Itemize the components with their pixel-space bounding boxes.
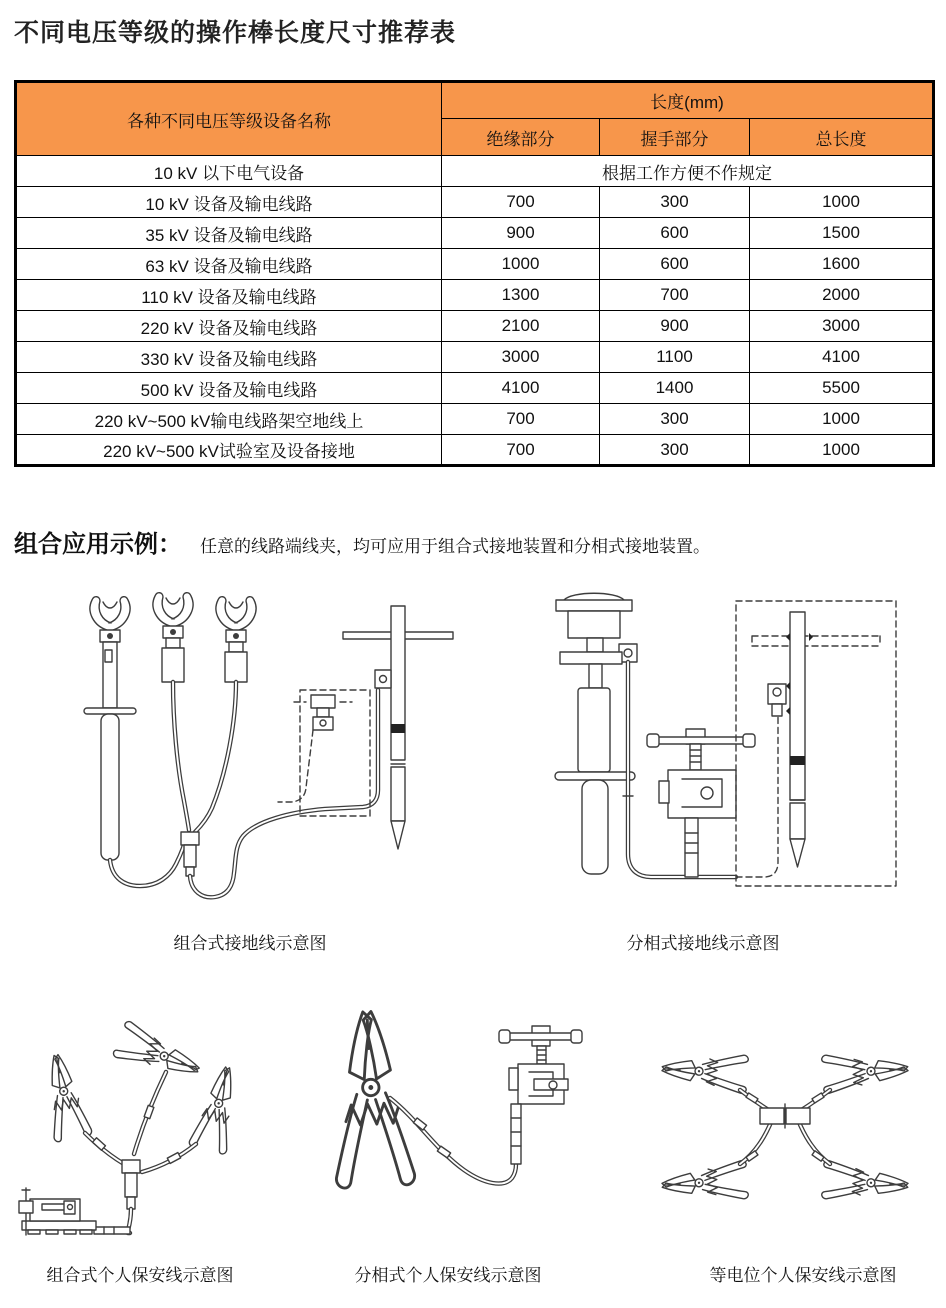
alligator-clip: [328, 1010, 415, 1189]
cell-insulation: 1300: [442, 280, 600, 311]
combined-ground-diagram: [60, 586, 480, 922]
table-row: [16, 280, 934, 311]
caption-combined-ground: 组合式接地线示意图: [173, 934, 327, 953]
cell-grip: 300: [600, 435, 750, 466]
barrel-connector: [760, 1104, 810, 1128]
cell-grip: 300: [600, 187, 750, 218]
cell-grip: 700: [600, 280, 750, 311]
cell-grip: 600: [600, 249, 750, 280]
header-insulation: 绝缘部分: [442, 119, 600, 156]
cell-total: 5500: [750, 373, 934, 404]
equipotential-personal-diagram: [622, 1002, 944, 1244]
cell-total: 3000: [750, 311, 934, 342]
cell-note: 根据工作方便不作规定: [442, 156, 934, 187]
cell-equipment: 10 kV 以下电气设备: [16, 156, 442, 187]
cell-insulation: 2100: [442, 311, 600, 342]
cable: [390, 1098, 516, 1184]
cable: [85, 1072, 196, 1172]
alligator-clip: [661, 1050, 749, 1094]
phase-ground-diagram: [540, 586, 900, 922]
table-row: [16, 404, 934, 435]
header-length-group: 长度(mm): [442, 82, 934, 119]
table-row: [16, 342, 934, 373]
cell-equipment: 500 kV 设备及输电线路: [16, 373, 442, 404]
detail-dashed-box: [278, 690, 370, 816]
header-row-1: [16, 82, 934, 119]
alligator-clip: [821, 1160, 909, 1204]
screw-clamp: [19, 1188, 130, 1235]
length-spec-table: [14, 80, 935, 467]
header-total: 总长度: [750, 119, 934, 156]
cell-insulation: 1000: [442, 249, 600, 280]
cell-equipment: 330 kV 设备及输电线路: [16, 342, 442, 373]
ground-rod-dashed-box: [736, 601, 896, 886]
c-clamp: [499, 1026, 582, 1164]
cell-insulation: 4100: [442, 373, 600, 404]
cell-grip: 900: [600, 311, 750, 342]
alligator-clip: [37, 1051, 92, 1142]
caption-combined-personal: 组合式个人保安线示意图: [46, 1266, 234, 1285]
cell-insulation: 3000: [442, 342, 600, 373]
cell-grip: 600: [600, 218, 750, 249]
cell-equipment: 10 kV 设备及输电线路: [16, 187, 442, 218]
cell-equipment: 220 kV~500 kV输电线路架空地线上: [16, 404, 442, 435]
cell-equipment: 35 kV 设备及输电线路: [16, 218, 442, 249]
cell-total: 4100: [750, 342, 934, 373]
alligator-clip: [112, 1020, 205, 1087]
header-equipment: 各种不同电压等级设备名称: [16, 82, 442, 156]
combined-personal-diagram: [4, 1002, 310, 1252]
table-row: [16, 311, 934, 342]
cell-total: 2000: [750, 280, 934, 311]
phase-personal-diagram: [312, 1002, 608, 1252]
caption-phase-personal: 分相式个人保安线示意图: [354, 1266, 542, 1285]
table-header: [16, 82, 934, 156]
example-heading: 组合应用示例：: [14, 531, 182, 558]
cell-total: 1000: [750, 435, 934, 466]
caption-phase-ground: 分相式接地线示意图: [626, 934, 780, 953]
junction-connector: [181, 832, 199, 876]
hook-clamp: [84, 597, 136, 860]
alligator-clip: [661, 1160, 749, 1204]
table-row: [16, 249, 934, 280]
table-row: [16, 435, 934, 466]
alligator-clip: [821, 1050, 909, 1094]
hook-clamp: [216, 597, 256, 682]
cell-insulation: 700: [442, 187, 600, 218]
table-row: [16, 373, 934, 404]
pole-clamp: [555, 593, 637, 874]
example-description: 任意的线路端线夹，均可应用于组合式接地装置和分相式接地装置。: [200, 537, 710, 556]
cell-equipment: 220 kV 设备及输电线路: [16, 311, 442, 342]
example-section: [14, 524, 934, 559]
hook-clamp: [153, 593, 193, 682]
cell-insulation: 700: [442, 404, 600, 435]
header-grip: 握手部分: [600, 119, 750, 156]
cell-equipment: 220 kV~500 kV试验室及设备接地: [16, 435, 442, 466]
cell-grip: 1100: [600, 342, 750, 373]
table-row: [16, 156, 934, 187]
cell-grip: 300: [600, 404, 750, 435]
cell-insulation: 900: [442, 218, 600, 249]
cell-total: 1600: [750, 249, 934, 280]
cell-total: 1000: [750, 187, 934, 218]
ground-rod: [343, 606, 453, 849]
c-clamp: [647, 729, 755, 877]
cell-insulation: 700: [442, 435, 600, 466]
alligator-clip: [188, 1063, 246, 1155]
table-row: [16, 187, 934, 218]
cell-total: 1500: [750, 218, 934, 249]
cell-equipment: 63 kV 设备及输电线路: [16, 249, 442, 280]
junction-connector: [122, 1160, 140, 1209]
cell-equipment: 110 kV 设备及输电线路: [16, 280, 442, 311]
page-title: 不同电压等级的操作棒长度尺寸推荐表: [14, 19, 457, 47]
cell-grip: 1400: [600, 373, 750, 404]
table-row: [16, 218, 934, 249]
caption-equipotential-personal: 等电位个人保安线示意图: [709, 1266, 897, 1285]
cell-total: 1000: [750, 404, 934, 435]
